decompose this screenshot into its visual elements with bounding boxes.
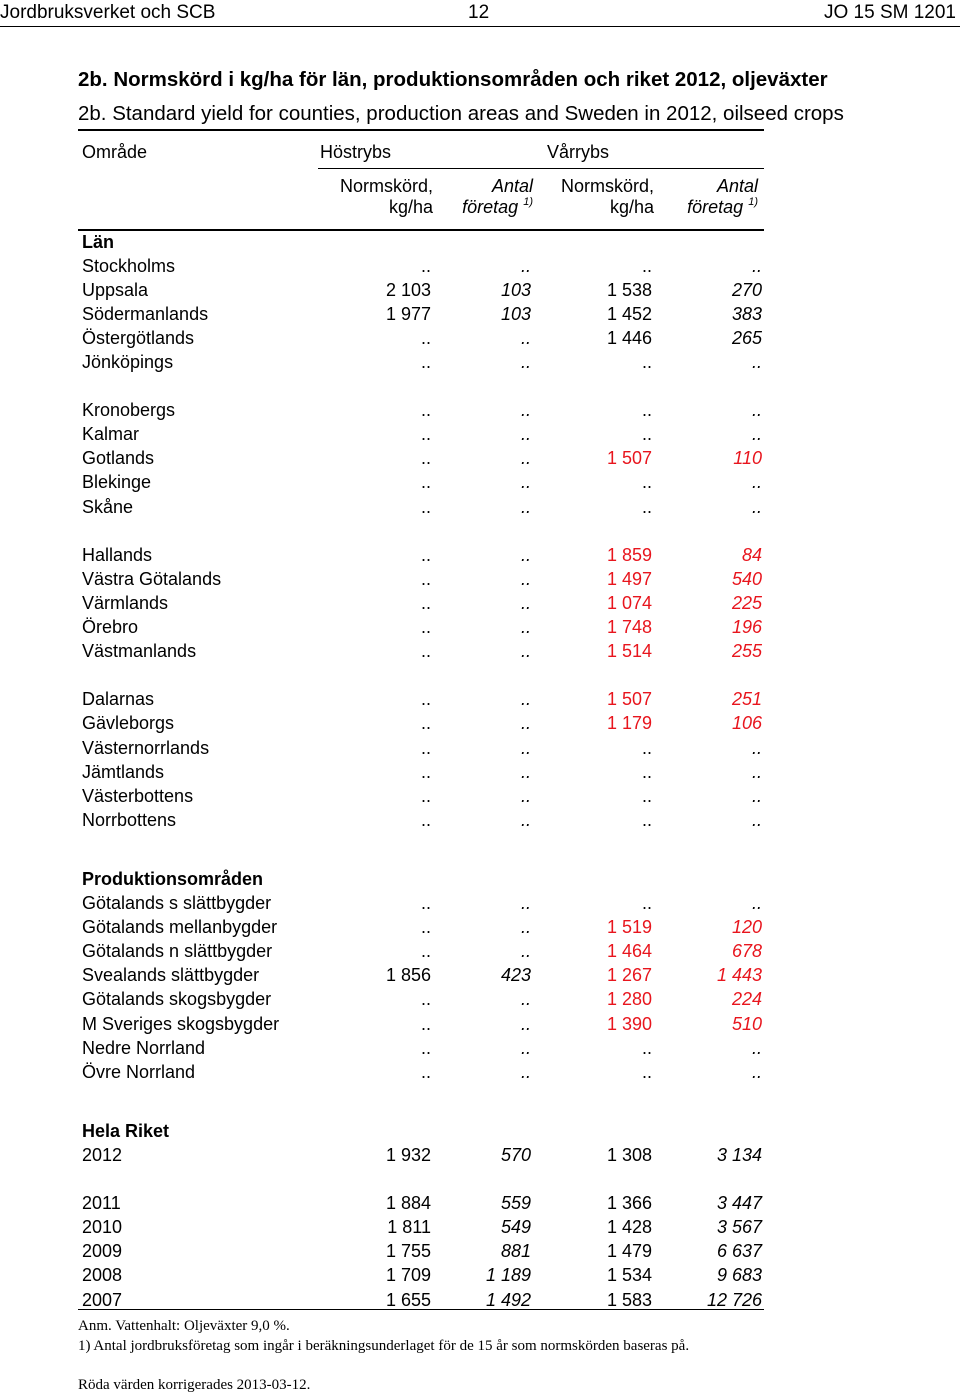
host-normskord-cell: 1 856 (385, 965, 431, 986)
row-label: Götalands s slättbygder (82, 893, 272, 914)
host-normskord-cell: .. (420, 761, 431, 782)
var-normskord-cell: 1 519 (606, 917, 652, 938)
spacer-row (78, 832, 764, 856)
row-label: Jönköpings (82, 352, 174, 373)
host-normskord-cell: .. (420, 809, 431, 830)
spacer-row (78, 856, 764, 867)
column-header-host-antal: Antal företag $^{1)}$ (462, 176, 533, 217)
table-row (78, 940, 764, 964)
spacer-cell (78, 832, 764, 856)
spacer-row (78, 1108, 764, 1119)
spacer-cell (78, 1168, 764, 1192)
host-normskord-cell: .. (420, 1061, 431, 1082)
var-normskord-cell: 1 748 (606, 617, 652, 638)
group-rule (318, 168, 764, 169)
section-produktionsomraden-label: Produktionsområden (82, 868, 264, 889)
var-antal-cell: 265 (731, 327, 762, 348)
yield-table (78, 230, 764, 1312)
row-label: Uppsala (82, 279, 149, 300)
table-row (78, 736, 764, 760)
column-group-varrybs: Vårrybs (547, 142, 610, 162)
var-antal-cell: 3 134 (716, 1145, 762, 1166)
host-antal-cell: .. (520, 1061, 531, 1082)
var-normskord-cell: 1 446 (606, 327, 652, 348)
var-antal-cell: .. (751, 400, 762, 421)
host-normskord-cell: .. (420, 989, 431, 1010)
var-antal-cell: .. (751, 893, 762, 914)
row-label: Kronobergs (82, 400, 176, 421)
spacer-cell (78, 856, 764, 867)
host-antal-cell: 549 (500, 1217, 531, 1238)
host-antal-cell: 1 492 (485, 1289, 531, 1310)
var-normskord-cell: .. (641, 761, 652, 782)
var-normskord-cell: 1 507 (606, 689, 652, 710)
row-label: Nedre Norrland (82, 1037, 206, 1058)
var-antal-cell: 678 (731, 941, 762, 962)
row-label: 2009 (82, 1241, 123, 1262)
var-normskord-cell: .. (641, 1061, 652, 1082)
spacer-cell (78, 1108, 764, 1119)
row-label: 2010 (82, 1217, 123, 1238)
var-normskord-cell: 1 507 (606, 448, 652, 469)
table-row (78, 350, 764, 374)
table-row (78, 567, 764, 591)
host-antal-cell: 103 (500, 303, 531, 324)
host-antal-cell: 103 (500, 279, 531, 300)
host-normskord-cell: 2 103 (385, 279, 431, 300)
section-lan (78, 230, 764, 254)
column-header-var-normskord: Normskörd, kg/ha (560, 176, 654, 217)
var-antal-cell: 110 (733, 448, 762, 469)
header-publisher: Jordbruksverket och SCB (0, 2, 216, 23)
host-antal-cell: .. (520, 568, 531, 589)
table-row (78, 1240, 764, 1264)
row-label: Södermanlands (82, 303, 209, 324)
var-antal-cell: .. (751, 737, 762, 758)
table-row (78, 760, 764, 784)
host-antal-cell: .. (520, 689, 531, 710)
host-normskord-cell: .. (420, 893, 431, 914)
var-antal-cell: 270 (731, 279, 762, 300)
var-normskord-cell: 1 859 (606, 544, 652, 565)
var-normskord-cell: 1 308 (606, 1145, 652, 1166)
section-produktionsomraden (78, 867, 764, 891)
title-english: 2b. Standard yield for counties, production areas and Sweden in 2012, oilseed crops (78, 102, 844, 125)
var-antal-cell: .. (751, 785, 762, 806)
row-label: Östergötlands (82, 327, 195, 348)
var-normskord-cell: 1 390 (606, 1013, 652, 1034)
var-normskord-cell: 1 074 (606, 592, 652, 613)
host-antal-cell: .. (520, 617, 531, 638)
host-antal-cell: .. (520, 641, 531, 662)
host-antal-cell: .. (520, 761, 531, 782)
var-antal-cell: .. (751, 496, 762, 517)
row-label: Gotlands (82, 448, 155, 469)
host-normskord-cell: .. (420, 472, 431, 493)
var-normskord-cell: 1 280 (606, 989, 652, 1010)
host-antal-cell: .. (520, 737, 531, 758)
var-antal-cell: .. (751, 1061, 762, 1082)
host-normskord-cell: .. (420, 352, 431, 373)
host-normskord-cell: .. (420, 917, 431, 938)
row-label: Stockholms (82, 255, 176, 276)
var-antal-cell: 383 (731, 303, 762, 324)
table-row (78, 1036, 764, 1060)
table-row (78, 591, 764, 615)
var-antal-cell: 1 443 (716, 965, 762, 986)
table-row (78, 471, 764, 495)
var-antal-cell: 196 (731, 617, 762, 638)
var-normskord-cell: 1 267 (606, 965, 652, 986)
table-row (78, 988, 764, 1012)
host-normskord-cell: 1 655 (385, 1289, 431, 1310)
table-row (78, 1143, 764, 1167)
var-antal-cell: 3 567 (716, 1217, 762, 1238)
title-swedish: 2b. Normskörd i kg/ha för län, produktionsområden och riket 2012, oljeväxter (78, 68, 828, 91)
row-label: Kalmar (82, 424, 140, 445)
var-antal-cell: 106 (731, 713, 762, 734)
var-antal-cell: 540 (731, 568, 762, 589)
host-normskord-cell: 1 709 (385, 1265, 431, 1286)
host-antal-cell: .. (520, 424, 531, 445)
table-row (78, 302, 764, 326)
host-normskord-cell: .. (420, 400, 431, 421)
host-antal-cell: .. (520, 917, 531, 938)
spacer-cell (78, 664, 764, 688)
var-normskord-cell: .. (641, 737, 652, 758)
row-label: Västmanlands (82, 641, 197, 662)
table-row (78, 399, 764, 423)
var-normskord-cell: .. (641, 400, 652, 421)
host-normskord-cell: .. (420, 327, 431, 348)
table-row (78, 616, 764, 640)
host-antal-cell: .. (520, 472, 531, 493)
var-antal-cell: 84 (741, 544, 762, 565)
page-header (0, 0, 960, 27)
host-antal-cell: 881 (500, 1241, 531, 1262)
var-normskord-cell: 1 464 (606, 941, 652, 962)
var-normskord-cell: .. (641, 1037, 652, 1058)
column-group-hostrybs: Höstrybs (320, 142, 392, 162)
host-antal-cell: .. (520, 809, 531, 830)
table-row (78, 808, 764, 832)
var-normskord-cell: .. (641, 472, 652, 493)
var-normskord-cell: .. (641, 893, 652, 914)
var-normskord-cell: .. (641, 424, 652, 445)
row-label: Skåne (82, 496, 134, 517)
var-antal-cell: 3 447 (716, 1193, 762, 1214)
table-row (78, 1216, 764, 1240)
table-row (78, 423, 764, 447)
host-normskord-cell: .. (420, 689, 431, 710)
table-row (78, 278, 764, 302)
host-antal-cell: .. (520, 989, 531, 1010)
row-label: Jämtlands (82, 761, 165, 782)
table-row (78, 1060, 764, 1084)
host-antal-cell: .. (520, 592, 531, 613)
var-antal-cell: .. (751, 472, 762, 493)
host-antal-cell: .. (520, 1037, 531, 1058)
var-antal-cell: 255 (731, 641, 762, 662)
var-antal-cell: .. (751, 809, 762, 830)
var-antal-cell: 510 (731, 1013, 762, 1034)
table-row (78, 447, 764, 471)
var-normskord-cell: 1 497 (606, 568, 652, 589)
var-antal-cell: 9 683 (716, 1265, 762, 1286)
var-antal-cell: .. (751, 352, 762, 373)
table-row (78, 892, 764, 916)
spacer-cell (78, 375, 764, 399)
spacer-row (78, 664, 764, 688)
host-normskord-cell: .. (420, 785, 431, 806)
footnote-red-values: Röda värden korrigerades 2013-03-12. (78, 1377, 311, 1393)
host-normskord-cell: 1 977 (385, 303, 431, 324)
column-header-host-normskord: Normskörd, kg/ha (339, 176, 433, 217)
host-antal-cell: 1 189 (485, 1265, 531, 1286)
table-row (78, 784, 764, 808)
var-normskord-cell: 1 538 (606, 279, 652, 300)
host-antal-cell: .. (520, 496, 531, 517)
host-normskord-cell: .. (420, 424, 431, 445)
row-label: Örebro (82, 617, 139, 638)
spacer-row (78, 519, 764, 543)
host-antal-cell: 570 (500, 1145, 531, 1166)
host-antal-cell: .. (520, 352, 531, 373)
row-label: Blekinge (82, 472, 152, 493)
footnote-1: 1) Antal jordbruksföretag som ingår i beräkningsunderlaget för de 15 år som normskörden baseras på. (78, 1338, 690, 1354)
host-normskord-cell: .. (420, 496, 431, 517)
row-label: Västerbottens (82, 785, 194, 806)
row-label: 2011 (82, 1193, 121, 1214)
var-normskord-cell: 1 514 (606, 641, 652, 662)
var-normskord-cell: .. (641, 785, 652, 806)
row-label: Gävleborgs (82, 713, 175, 734)
host-antal-cell: .. (520, 327, 531, 348)
host-antal-cell: .. (520, 941, 531, 962)
row-label: Svealands slättbygder (82, 965, 260, 986)
var-normskord-cell: 1 366 (606, 1193, 652, 1214)
row-label: Götalands skogsbygder (82, 989, 272, 1010)
var-antal-cell: 225 (731, 592, 762, 613)
var-antal-cell: 12 726 (706, 1289, 762, 1310)
row-label: Värmlands (82, 592, 169, 613)
host-normskord-cell: .. (420, 1037, 431, 1058)
row-label: Hallands (82, 544, 153, 565)
table-row (78, 916, 764, 940)
host-antal-cell: .. (520, 544, 531, 565)
var-normskord-cell: 1 583 (606, 1289, 652, 1310)
host-antal-cell: .. (520, 1013, 531, 1034)
row-label: Dalarnas (82, 689, 155, 710)
yield-table-body (78, 230, 764, 1312)
host-normskord-cell: 1 755 (385, 1241, 431, 1262)
header-series: JO 15 SM 1201 (823, 2, 956, 23)
row-label: Övre Norrland (82, 1061, 196, 1082)
host-antal-cell: .. (520, 255, 531, 276)
table-row (78, 326, 764, 350)
var-normskord-cell: .. (641, 352, 652, 373)
table-row (78, 1192, 764, 1216)
var-normskord-cell: 1 428 (606, 1217, 652, 1238)
row-label: 2007 (82, 1289, 123, 1310)
host-normskord-cell: 1 884 (385, 1193, 431, 1214)
var-normskord-cell: 1 479 (606, 1241, 652, 1262)
row-label: Götalands n slättbygder (82, 941, 273, 962)
host-antal-cell: .. (520, 400, 531, 421)
var-antal-cell: .. (751, 424, 762, 445)
host-normskord-cell: .. (420, 641, 431, 662)
host-normskord-cell: .. (420, 592, 431, 613)
row-label: Västernorrlands (82, 737, 210, 758)
row-label: Norrbottens (82, 809, 177, 830)
table-title (78, 63, 844, 131)
host-antal-cell: .. (520, 448, 531, 469)
row-label: 2012 (82, 1145, 123, 1166)
var-normskord-cell: .. (641, 255, 652, 276)
var-antal-cell: .. (751, 255, 762, 276)
host-normskord-cell: 1 932 (385, 1145, 431, 1166)
table-row (78, 712, 764, 736)
host-normskord-cell: .. (420, 737, 431, 758)
host-normskord-cell: .. (420, 544, 431, 565)
host-antal-cell: 423 (500, 965, 531, 986)
row-label: Götalands mellanbygder (82, 917, 278, 938)
var-normskord-cell: .. (641, 496, 652, 517)
host-normskord-cell: .. (420, 448, 431, 469)
table-row (78, 543, 764, 567)
table-row (78, 254, 764, 278)
spacer-row (78, 1168, 764, 1192)
host-normskord-cell: .. (420, 941, 431, 962)
host-normskord-cell: .. (420, 1013, 431, 1034)
footnote-anm: Anm. Vattenhalt: Oljeväxter 9,0 %. (78, 1318, 290, 1334)
var-normskord-cell: 1 534 (606, 1265, 652, 1286)
table-row (78, 964, 764, 988)
spacer-cell (78, 1084, 764, 1108)
bottom-rule (78, 1309, 764, 1310)
host-normskord-cell: 1 811 (387, 1217, 431, 1238)
host-normskord-cell: .. (420, 568, 431, 589)
var-antal-cell: .. (751, 1037, 762, 1058)
var-normskord-cell: .. (641, 809, 652, 830)
spacer-row (78, 1084, 764, 1108)
host-antal-cell: .. (520, 893, 531, 914)
table-row (78, 1012, 764, 1036)
var-normskord-cell: 1 179 (606, 713, 652, 734)
top-rule (78, 129, 764, 131)
column-header-var-antal: Antal företag $^{1)}$ (687, 176, 758, 217)
table-row (78, 640, 764, 664)
host-normskord-cell: .. (420, 255, 431, 276)
table-row (78, 495, 764, 519)
var-antal-cell: 224 (731, 989, 762, 1010)
host-normskord-cell: .. (420, 713, 431, 734)
column-header-area: Område (82, 142, 148, 162)
var-normskord-cell: 1 452 (606, 303, 652, 324)
table-row (78, 1264, 764, 1288)
section-hela-riket (78, 1119, 764, 1143)
table-row (78, 688, 764, 712)
spacer-cell (78, 519, 764, 543)
host-antal-cell: .. (520, 713, 531, 734)
section-hela-riket-label: Hela Riket (82, 1120, 170, 1141)
host-antal-cell: 559 (500, 1193, 531, 1214)
var-antal-cell: 6 637 (716, 1241, 762, 1262)
section-lan-label: Län (82, 231, 115, 252)
var-antal-cell: 120 (731, 917, 762, 938)
spacer-row (78, 375, 764, 399)
var-antal-cell: 251 (731, 689, 762, 710)
host-antal-cell: .. (520, 785, 531, 806)
var-antal-cell: .. (751, 761, 762, 782)
row-label: M Sveriges skogsbygder (82, 1013, 280, 1034)
row-label: Västra Götalands (82, 568, 222, 589)
page-number: 12 (468, 2, 490, 23)
host-normskord-cell: .. (420, 617, 431, 638)
row-label: 2008 (82, 1265, 123, 1286)
